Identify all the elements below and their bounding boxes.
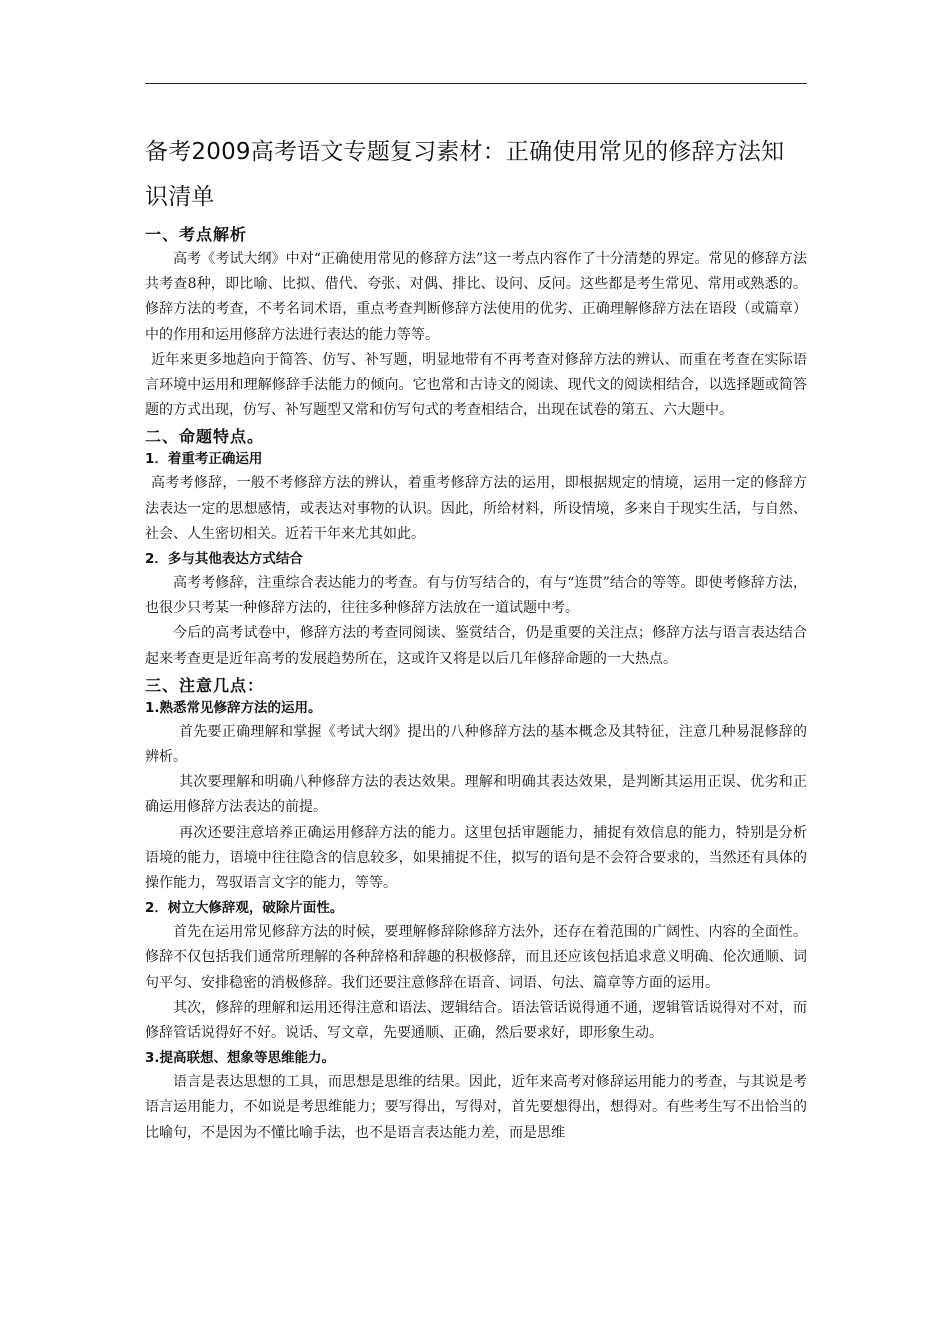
paragraph: 今后的高考试卷中，修辞方法的考查同阅读、鉴赏结合，仍是重要的关注点；修辞方法与语言表达结合起来考查更是近年高考的发展趋势所在，这或许又将是以后几年修辞命题的一大热点。 (145, 625, 807, 667)
paragraph: 首先要正确理解和掌握《考试大纲》提出的八种修辞方法的基本概念及其特征，注意几种易混修辞的辨析。 (145, 723, 807, 766)
subsection-heading: 1．着重考正确运用 (145, 451, 263, 468)
section-heading-features: 二、命题特点。 (145, 427, 265, 447)
paragraph: 其次要理解和明确八种修辞方法的表达效果。理解和明确其表达效果，是判断其运用正误、优劣和正确运用修辞方法表达的前提。 (145, 774, 807, 816)
paragraph: 高考考修辞，一般不考修辞方法的辨认，着重考修辞方法的运用，即根据规定的情境，运用一定的修辞方法表达一定的思想感情，或表达对事物的认识。因此，所给材料，所设情境，多来自于现实生活，与自然、社会、人生密切相关。近若干年来尤其如此。 (145, 475, 807, 542)
section-heading-analysis: 一、考点解析 (145, 225, 248, 244)
document-title: 备考2009高考语文专题复习素材：正确使用常见的修辞方法知识清单 (145, 139, 785, 210)
subsection-heading: 1.熟悉常见修辞方法的运用。 (145, 699, 322, 716)
paragraph: 其次，修辞的理解和运用还得注意和语法、逻辑结合。语法管话说得通不通，逻辑管话说得对不对，而修辞管话说得好不好。说话、写文章，先要通顺、正确，然后要求好，即形象生动。 (145, 999, 807, 1042)
paragraph: 语言是表达思想的工具，而思想是思维的结果。因此，近年来高考对修辞运用能力的考查，与其说是考语言运用能力，不如说是考思维能力；要写得出，写得对，首先要想得出，想得对。有些考生写不出恰当的比喻句，不是因为不懂比喻手法，也不是语言表达能力差，而是思维 (145, 1074, 807, 1141)
paragraph: 近年来更多地趋向于简答、仿写、补写题，明显地带有不再考查对修辞方法的辨认、而重在考查在实际语言环境中运用和理解修辞手法能力的倾向。它也常和古诗文的阅读、现代文的阅读相结合，以选择题或简答题的方式出现，仿写、补写题型又常和仿写句式的考查相结合，出现在试卷的第五、六大题中。 (145, 351, 807, 419)
paragraph: 高考考修辞，注重综合表达能力的考查。有与仿写结合的，有与“连贯”结合的等等。即使考修辞方法，也很少只考某一种修辞方法的，往往多种修辞方法放在一道试题中考。 (145, 575, 807, 617)
document-body (145, 130, 807, 1146)
paragraph: 首先在运用常见修辞方法的时候，要理解修辞除修辞方法外，还存在着范围的广阔性、内容的全面性。修辞不仅包括我们通常所理解的各种辞格和辞趣的积极修辞，而且还应该包括追求意义明确、伦次通顺、词句平匀、安排稳密的消极修辞。我们还要注意修辞在语音、词语、句法、篇章等方面的运用。 (145, 924, 807, 991)
subsection-heading: 2．多与其他表达方式结合 (145, 551, 303, 568)
section-heading-notes: 三、注意几点： (145, 675, 265, 695)
header-rule (145, 83, 807, 84)
paragraph: 再次还要注意培养正确运用修辞方法的能力。这里包括审题能力，捕捉有效信息的能力，特别是分析语境的能力，语境中往往隐含的信息较多，如果捕捉不住，拟写的语句是不会符合要求的，当然还有具体的操作能力，驾驭语言文字的能力，等等。 (145, 824, 807, 892)
paragraph: 高考《考试大纲》中对“正确使用常见的修辞方法”这一考点内容作了十分清楚的界定。常见的修辞方法共考查8种，即比喻、比拟、借代、夸张、对偶、排比、设问、反问。这些都是考生常见、常用或熟悉的。修辞方法的考查，不考名词术语，重点考查判断修辞方法使用的优劣、正确理解修辞方法在语段（或篇章）中的作用和运用修辞方法进行表达的能力等等。 (145, 251, 807, 343)
subsection-heading: 3.提高联想、想象等思维能力。 (145, 1050, 336, 1067)
subsection-heading: 2．树立大修辞观，破除片面性。 (145, 900, 344, 917)
